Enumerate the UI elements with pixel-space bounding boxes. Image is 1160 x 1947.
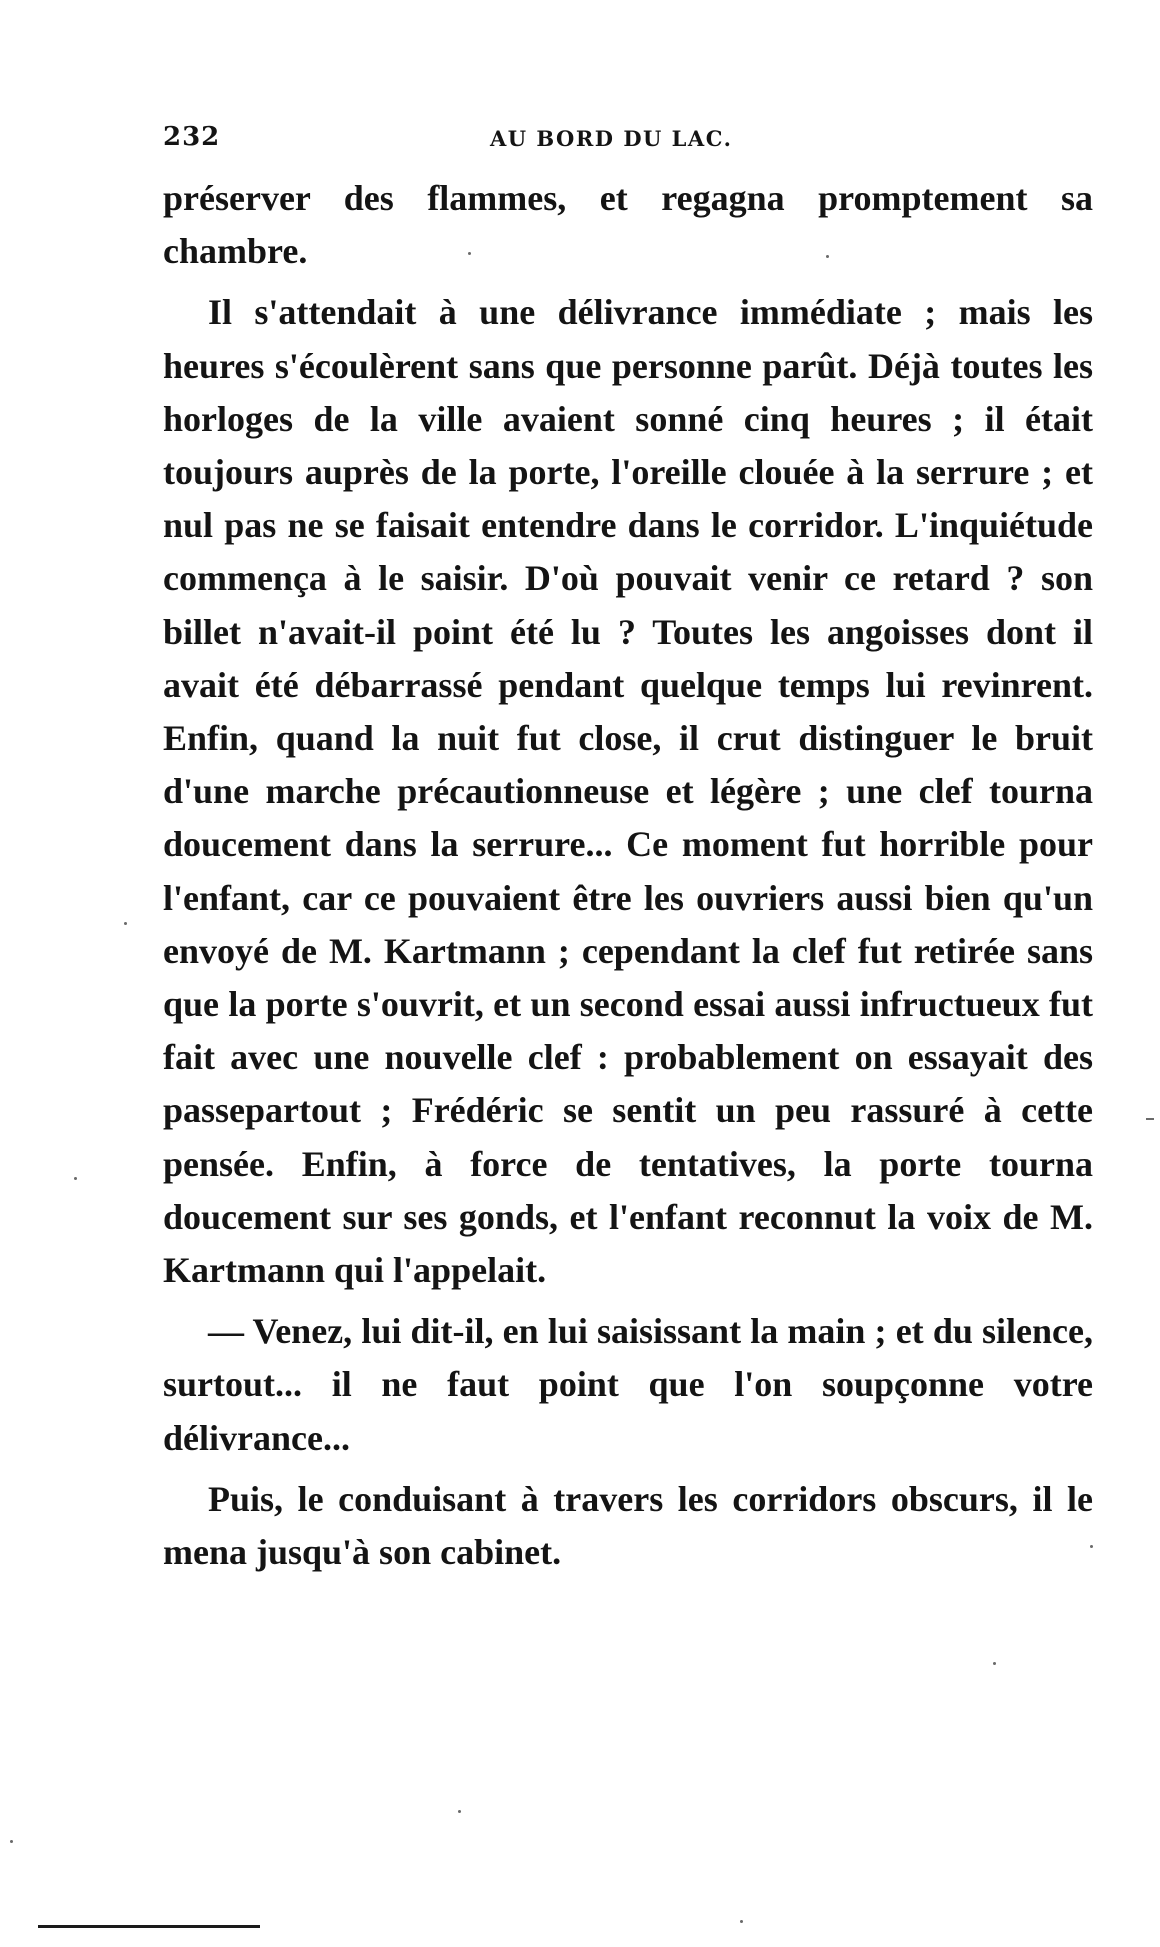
scan-speck	[10, 1840, 13, 1843]
scan-speck	[740, 1920, 743, 1923]
scan-speck	[468, 252, 471, 255]
scan-speck	[826, 255, 829, 258]
scan-speck	[458, 1810, 461, 1813]
paragraph-closing: Puis, le conduisant à travers les corridors obscurs, il le mena jusqu'à son cabinet.	[163, 1478, 1093, 1573]
page-number: 232	[163, 122, 221, 152]
running-head: AU BORD DU LAC.	[490, 126, 733, 151]
paragraph-delivrance: Il s'attendait à une délivrance immédiate ; mais les heures s'écoulèrent sans que personne parût. Déjà toutes les horloges de la ville avaient sonné cinq heures ; il était toujours auprès de la porte, l'oreille clouée à la serrure ; et nul pas ne se faisait entendre dans le corridor. L'inquiétude commença à le saisir. D'où pouvait venir ce retard ? son billet n'avait-il point été lu ? Toutes les angoisses dont il avait été débarrassé pendant quelque temps lui revinrent. Enfin, quand la nuit fut close, il crut distinguer le bruit d'une marche précautionneuse et légère ; une clef tourna doucement dans la serrure... Ce moment fut horrible pour l'enfant, car ce pouvaient être les ouvriers aussi bien qu'un envoyé de M. Kartmann ; cependant la clef fut retirée sans que la porte s'ouvrit, et un second essai aussi infructueux fut fait avec une nouvelle clef : probablement on essayait des passepartout ; Frédéric se sentit un peu rassuré à cette pensée. Enfin, à force de tentatives, la porte tourna doucement sur ses gonds, et l'enfant reconnut la voix de M. Kartmann qui l'appelait.	[163, 292, 1093, 1291]
scan-speck	[1090, 1545, 1093, 1548]
paragraph-dialogue: — Venez, lui dit-il, en lui saisissant la main ; et du silence, surtout... il ne faut point que l'on soupçonne votre délivrance...	[163, 1311, 1093, 1458]
scan-speck	[993, 1662, 996, 1665]
scan-speck	[124, 922, 127, 925]
body-text	[163, 172, 1093, 1579]
paragraph-continuation: préserver des flammes, et regagna promptement sa chambre.	[163, 178, 1093, 272]
scan-speck	[74, 1177, 77, 1180]
scan-speck	[1146, 1118, 1154, 1120]
page-header	[163, 122, 1093, 162]
footer-rule	[38, 1925, 260, 1928]
